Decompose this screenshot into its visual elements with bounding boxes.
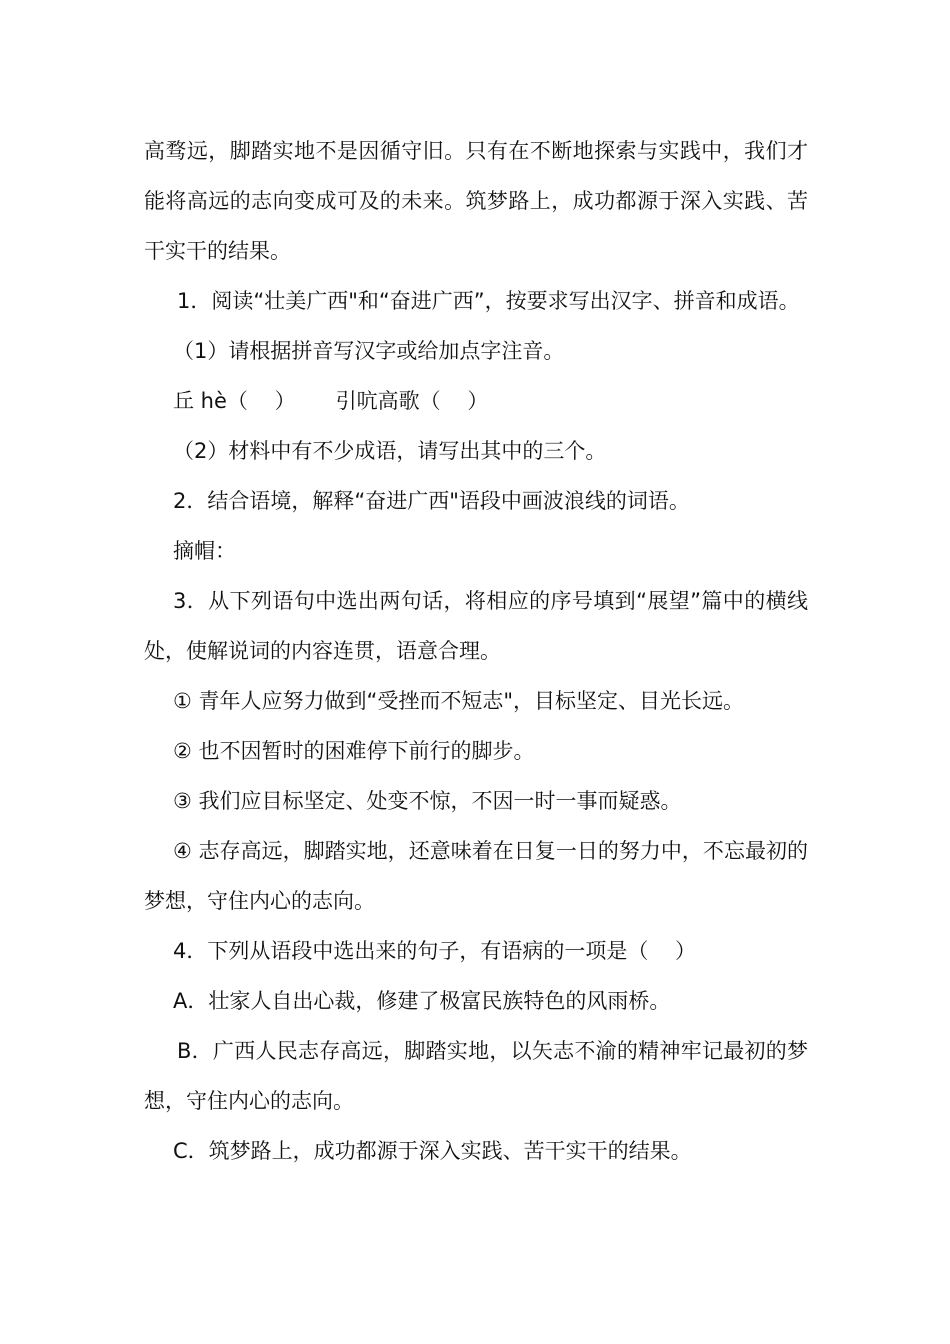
question-4-option-a: A．壮家人自出心裁，修建了极富民族特色的风雨桥。 <box>173 989 671 1013</box>
question-4: 4．下列从语段中选出来的句子，有语病的一项是（ ） <box>173 939 697 963</box>
question-1-part-2: （2）材料中有不少成语，请写出其中的三个。 <box>173 439 607 463</box>
question-3-option-4: ④ 志存高远，脚踏实地，还意味着在日复一日的努力中，不忘最初的梦想，守住内心的志向。 <box>144 839 808 913</box>
question-1-pinyin-blanks: 丘 hè（ ） 引吭高歌（ ） <box>173 389 489 413</box>
question-2-answer-label: 摘帽： <box>173 539 236 563</box>
document-page <box>144 126 808 1176</box>
question-3-option-3: ③ 我们应目标坚定、处变不惊，不因一时一事而疑惑。 <box>173 789 682 813</box>
question-3-option-2: ② 也不因暂时的困难停下前行的脚步。 <box>173 739 535 763</box>
question-2: 2．结合语境，解释“奋进广西"语段中画波浪线的词语。 <box>173 489 690 513</box>
question-4-option-b: B．广西人民志存高远，脚踏实地，以矢志不渝的精神牢记最初的梦想，守住内心的志向。 <box>144 1039 808 1113</box>
question-3-option-1: ① 青年人应努力做到“受挫而不短志"，目标坚定、目光长远。 <box>173 689 745 713</box>
paragraph-continuation: 高骛远，脚踏实地不是因循守旧。只有在不断地探索与实践中，我们才能将高远的志向变成可及的未来。筑梦路上，成功都源于深入实践、苦干实干的结果。 <box>144 139 808 263</box>
question-4-option-c: C．筑梦路上，成功都源于深入实践、苦干实干的结果。 <box>173 1139 692 1163</box>
question-3: 3．从下列语句中选出两句话，将相应的序号填到“展望”篇中的横线处，使解说词的内容连贯，语意合理。 <box>144 589 808 663</box>
question-1: 1．阅读“壮美广西"和“奋进广西”，按要求写出汉字、拼音和成语。 <box>177 289 800 313</box>
question-1-part-1: （1）请根据拼音写汉字或给加点字注音。 <box>173 339 565 363</box>
